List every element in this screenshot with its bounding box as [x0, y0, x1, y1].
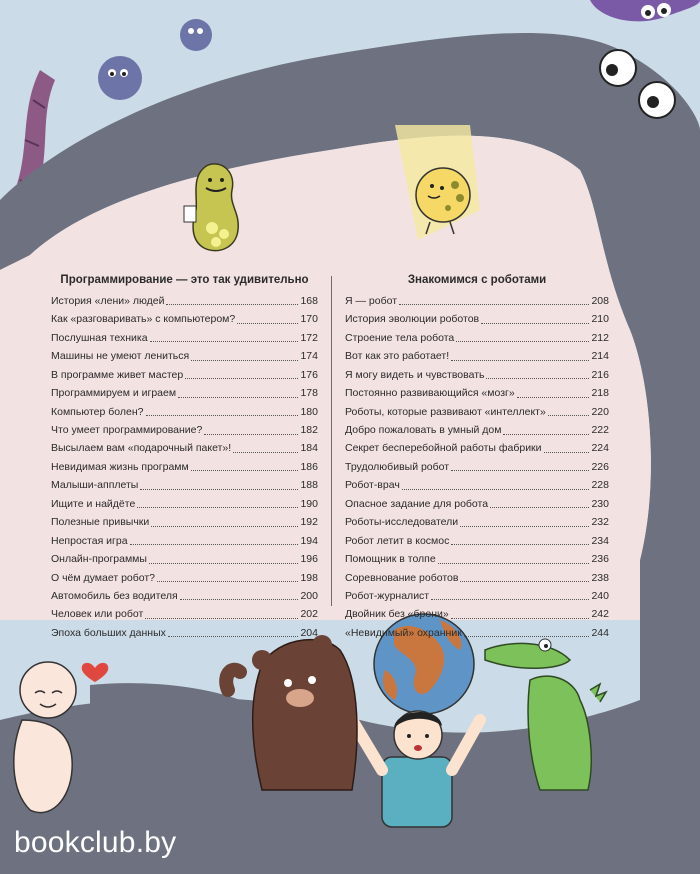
dot-leader: [503, 434, 589, 435]
toc-entry[interactable]: [51, 476, 318, 494]
toc-entry-title: Постоянно развивающийся «мозг»: [345, 387, 515, 400]
dot-leader: [451, 360, 589, 361]
toc-entry[interactable]: [345, 624, 609, 642]
toc-entry-page: 184: [300, 442, 318, 455]
dot-leader: [490, 507, 589, 508]
toc-right-list: [345, 292, 609, 642]
toc-entry-title: Я могу видеть и чувствовать: [345, 368, 485, 381]
toc-entry-title: Двойник без «брони»: [345, 608, 449, 621]
toc-entry[interactable]: [51, 440, 318, 458]
toc-entry-title: Помощник в толпе: [345, 553, 436, 566]
toc-entry-title: Полезные привычки: [51, 516, 150, 529]
dot-leader: [460, 526, 589, 527]
toc-entry[interactable]: [345, 310, 609, 328]
dot-leader: [191, 360, 298, 361]
toc-entry-title: Послушная техника: [51, 331, 148, 344]
toc-entry-title: Робот летит в космос: [345, 534, 450, 547]
toc-entry-title: «Невидимый» охранник: [345, 626, 462, 639]
toc-entry[interactable]: [345, 440, 609, 458]
toc-entry-title: Эпоха больших данных: [51, 626, 166, 639]
dot-leader: [237, 323, 298, 324]
toc-entry[interactable]: [51, 569, 318, 587]
dot-leader: [233, 452, 298, 453]
dot-leader: [145, 618, 298, 619]
toc-entry[interactable]: [345, 605, 609, 623]
toc-entry[interactable]: [51, 605, 318, 623]
dot-leader: [464, 636, 590, 637]
toc-entry-page: 170: [300, 313, 318, 326]
toc-entry-title: Машины не умеют лениться: [51, 350, 190, 363]
toc-entry-title: О чём думает робот?: [51, 571, 156, 584]
toc-entry[interactable]: [51, 292, 318, 310]
toc-entry[interactable]: [345, 384, 609, 402]
toc-entry-title: Компьютер болен?: [51, 405, 144, 418]
dot-leader: [544, 452, 590, 453]
toc-entry-title: В программе живет мастер: [51, 368, 184, 381]
toc-entry[interactable]: [51, 421, 318, 439]
toc-entry[interactable]: [345, 366, 609, 384]
toc-entry-title: История «лени» людей: [51, 294, 165, 307]
dot-leader: [438, 563, 590, 564]
toc-entry-page: 208: [591, 294, 609, 307]
toc-entry-title: Робот-журналист: [345, 589, 430, 602]
dot-leader: [150, 341, 299, 342]
dot-leader: [399, 304, 589, 305]
toc-entry-title: Я — робот: [345, 294, 398, 307]
toc-entry-page: 238: [591, 571, 609, 584]
dot-leader: [451, 618, 590, 619]
toc-entry-page: 186: [300, 460, 318, 473]
toc-entry-page: 192: [300, 516, 318, 529]
toc-entry-page: 244: [591, 626, 609, 639]
toc-entry-title: Добро пожаловать в умный дом: [345, 424, 502, 437]
toc-left-list: [51, 292, 318, 642]
toc-entry-page: 204: [300, 626, 318, 639]
toc-entry-title: Как «разговаривать» с компьютером?: [51, 313, 236, 326]
dot-leader: [137, 507, 298, 508]
watermark-text: bookclub.by: [14, 826, 177, 859]
dot-leader: [130, 544, 299, 545]
dot-leader: [204, 434, 298, 435]
toc-entry-title: Роботы, которые развивают «интеллект»: [345, 405, 546, 418]
toc-entry[interactable]: [51, 458, 318, 476]
toc-entry[interactable]: [51, 403, 318, 421]
toc-entry-title: Непростая игра: [51, 534, 128, 547]
toc-entry[interactable]: [51, 550, 318, 568]
toc-left-column: [51, 272, 318, 642]
toc-entry[interactable]: [345, 458, 609, 476]
toc-entry[interactable]: [345, 550, 609, 568]
dot-leader: [486, 378, 589, 379]
toc-entry-page: 182: [300, 424, 318, 437]
toc-entry[interactable]: [51, 366, 318, 384]
dot-leader: [180, 599, 299, 600]
toc-entry-page: 224: [591, 442, 609, 455]
toc-entry-page: 176: [300, 368, 318, 381]
toc-entry[interactable]: [345, 403, 609, 421]
toc-entry[interactable]: [51, 384, 318, 402]
toc-entry-page: 218: [591, 387, 609, 400]
toc-entry-title: Программируем и играем: [51, 387, 177, 400]
toc-entry-page: 232: [591, 516, 609, 529]
toc-entry-page: 210: [591, 313, 609, 326]
dot-leader: [178, 397, 298, 398]
toc-entry-title: Высылаем вам «подарочный пакет»!: [51, 442, 232, 455]
toc-entry-title: Трудолюбивый робот: [345, 460, 450, 473]
toc-entry-title: Робот-врач: [345, 479, 400, 492]
toc-entry-title: Вот как это работает!: [345, 350, 450, 363]
toc-entry-page: 242: [591, 608, 609, 621]
toc-entry-page: 198: [300, 571, 318, 584]
toc-entry-page: 172: [300, 331, 318, 344]
dot-leader: [166, 304, 298, 305]
toc-entry[interactable]: [345, 513, 609, 531]
dot-leader: [548, 415, 590, 416]
toc-entry-title: Малыши-апплеты: [51, 479, 139, 492]
toc-entry-page: 178: [300, 387, 318, 400]
dot-leader: [460, 581, 589, 582]
toc-left-heading: Программирование — это так удивительно: [60, 274, 309, 286]
dot-leader: [451, 470, 589, 471]
toc-entry-page: 196: [300, 553, 318, 566]
dot-leader: [451, 544, 589, 545]
dot-leader: [191, 470, 299, 471]
toc-entry-page: 212: [591, 331, 609, 344]
toc-entry[interactable]: [51, 310, 318, 328]
dot-leader: [149, 563, 299, 564]
toc-entry-page: 226: [591, 460, 609, 473]
toc-entry-title: Опасное задание для робота: [345, 497, 489, 510]
dot-leader: [431, 599, 589, 600]
dot-leader: [402, 489, 590, 490]
toc-entry[interactable]: [345, 347, 609, 365]
toc-entry-page: 214: [591, 350, 609, 363]
toc-entry[interactable]: [345, 476, 609, 494]
toc-entry-page: 190: [300, 497, 318, 510]
dot-leader: [185, 378, 298, 379]
dot-leader: [517, 397, 590, 398]
toc-entry-title: Автомобиль без водителя: [51, 589, 178, 602]
toc-entry-title: Строение тела робота: [345, 331, 455, 344]
toc-entry-page: 234: [591, 534, 609, 547]
toc-entry-title: Невидимая жизнь программ: [51, 460, 189, 473]
toc-entry-title: История эволюции роботов: [345, 313, 480, 326]
toc-entry-page: 188: [300, 479, 318, 492]
dot-leader: [151, 526, 298, 527]
toc-entry-title: Онлайн-программы: [51, 553, 147, 566]
toc-entry[interactable]: [345, 329, 609, 347]
toc-entry-title: Секрет бесперебойной работы фабрики: [345, 442, 542, 455]
toc-right-column: [345, 272, 609, 642]
toc-entry-page: 202: [300, 608, 318, 621]
toc-entry[interactable]: [51, 513, 318, 531]
toc-entry[interactable]: [345, 495, 609, 513]
toc-entry[interactable]: [345, 587, 609, 605]
toc-entry[interactable]: [51, 347, 318, 365]
toc-entry-title: Что умеет программирование?: [51, 424, 203, 437]
toc-entry-page: 230: [591, 497, 609, 510]
toc-entry-page: 228: [591, 479, 609, 492]
toc-entry[interactable]: [345, 532, 609, 550]
dot-leader: [146, 415, 299, 416]
toc-entry-page: 200: [300, 589, 318, 602]
toc-entry-page: 168: [300, 294, 318, 307]
toc-entry-page: 174: [300, 350, 318, 363]
dot-leader: [481, 323, 589, 324]
toc-entry-title: Человек или робот: [51, 608, 144, 621]
dot-leader: [157, 581, 298, 582]
toc-entry[interactable]: [51, 495, 318, 513]
dot-leader: [140, 489, 298, 490]
column-divider: [331, 276, 332, 606]
toc-entry-title: Роботы-исследователи: [345, 516, 459, 529]
toc-entry-page: 180: [300, 405, 318, 418]
toc-entry-page: 236: [591, 553, 609, 566]
toc-entry-page: 194: [300, 534, 318, 547]
toc-entry[interactable]: [51, 624, 318, 642]
toc-entry[interactable]: [51, 532, 318, 550]
dot-leader: [168, 636, 299, 637]
dot-leader: [456, 341, 589, 342]
toc-entry[interactable]: [345, 421, 609, 439]
toc-entry-title: Соревнование роботов: [345, 571, 459, 584]
toc-entry[interactable]: [345, 292, 609, 310]
toc-entry-page: 222: [591, 424, 609, 437]
toc-entry[interactable]: [51, 587, 318, 605]
toc-entry-page: 240: [591, 589, 609, 602]
toc-entry[interactable]: [51, 329, 318, 347]
toc-entry-title: Ищите и найдёте: [51, 497, 136, 510]
toc-entry-page: 220: [591, 405, 609, 418]
toc-right-heading: Знакомимся с роботами: [407, 274, 547, 286]
toc-entry[interactable]: [345, 569, 609, 587]
toc-entry-page: 216: [591, 368, 609, 381]
